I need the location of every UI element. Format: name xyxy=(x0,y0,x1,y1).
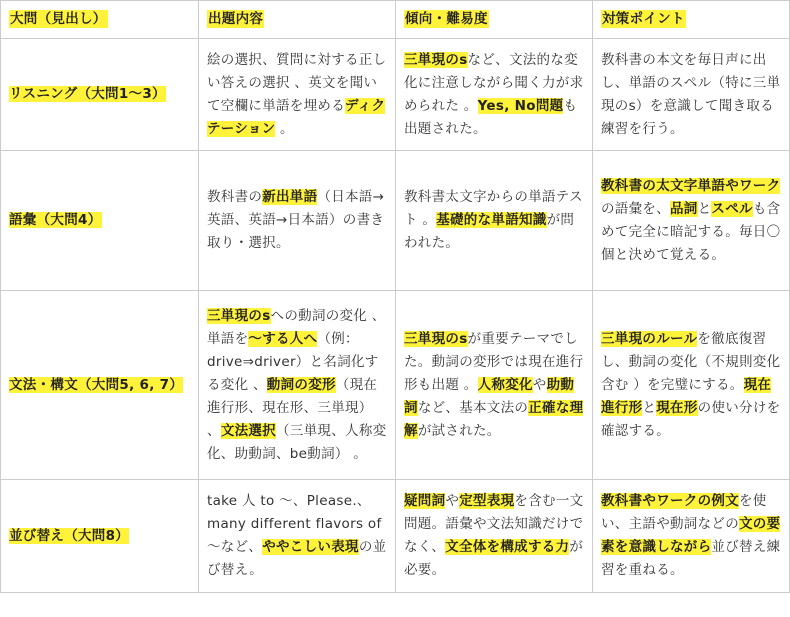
highlighted-text: 文の要素を意識しながら xyxy=(601,516,781,555)
highlighted-text: 現在進行形 xyxy=(601,376,772,416)
row-content xyxy=(199,39,396,151)
cell-text: （日本語→英語、英語→日本語）の書き取り・選択。 xyxy=(207,189,385,251)
highlighted-text: 三単現のs xyxy=(404,330,468,347)
highlighted-text: 現在形 xyxy=(656,399,698,416)
highlighted-text: 助動詞 xyxy=(404,376,575,416)
cell-text: が問われた。 xyxy=(404,212,575,251)
row-category: 文法・構文（大問5, 6, 7） xyxy=(1,291,199,480)
highlighted-text: 三単現のルール xyxy=(601,330,698,347)
row-trend xyxy=(396,151,593,291)
highlighted-text: 疑問詞 xyxy=(404,493,446,509)
cell-text: が重要テーマでした。動詞の変形では現在進行形も出題 。 xyxy=(404,330,584,393)
highlighted-text: ややこしい表現 xyxy=(262,539,359,555)
cell-text: を使い、主語や動詞などの xyxy=(601,493,767,532)
cell-text: と xyxy=(697,200,712,217)
cell-text: など、文法的な変化に注意しながら聞く力が求められた 。 xyxy=(404,51,584,114)
cell-text: の使い分けを確認する。 xyxy=(601,399,781,439)
row-strategy xyxy=(593,151,790,291)
cell-text: が必要。 xyxy=(404,539,584,578)
cell-text: や xyxy=(445,493,460,509)
highlighted-text: 人称変化 xyxy=(477,376,533,393)
cell-text: を含む一文問題。語彙や文法知識だけでなく、 xyxy=(404,493,584,555)
cell-text: 教科書の xyxy=(207,189,263,205)
row-strategy xyxy=(593,39,790,151)
header-strategy: 対策ポイント xyxy=(593,1,790,39)
cell-text: 絵の選択、質問に対する正しい答えの選択 、英文を聞いて空欄に単語を埋める xyxy=(207,51,387,114)
cell-text: 。 xyxy=(275,120,294,137)
highlighted-text: 基礎的な単語知識 xyxy=(436,212,547,228)
highlighted-text: 新出単語 xyxy=(262,189,318,205)
row-category: 語彙（大問4） xyxy=(1,151,199,291)
header-trend: 傾向・難易度 xyxy=(396,1,593,39)
cell-text: が試された。 xyxy=(417,422,501,439)
table-row xyxy=(1,39,790,151)
cell-text: への動詞の変化 、単語を xyxy=(207,307,386,347)
highlighted-text: 動詞の変形 xyxy=(266,376,336,393)
table-row xyxy=(1,480,790,593)
highlighted-text: ～する人へ xyxy=(248,330,318,347)
cell-text: 教科書太文字からの単語テスト 。 xyxy=(404,189,583,228)
cell-text: も出題された。 xyxy=(404,97,578,137)
cell-text: 教科書の本文を毎日声に出し、単語のスペル（特に三単現のs）を意識して聞き取る練習を行う。 xyxy=(601,51,781,137)
highlighted-text: Yes, No問題 xyxy=(477,97,564,114)
row-trend xyxy=(396,291,593,480)
highlighted-text: ディクテーション xyxy=(207,97,386,137)
row-strategy xyxy=(593,291,790,480)
row-strategy xyxy=(593,480,790,593)
highlighted-text: 文全体を構成する力 xyxy=(445,539,570,555)
row-trend xyxy=(396,480,593,593)
table-row xyxy=(1,151,790,291)
cell-text: を徹底復習し、動詞の変化（不規則変化含む ）を完璧にする。 xyxy=(601,330,781,393)
cell-text: と xyxy=(642,399,657,416)
table-row xyxy=(1,291,790,480)
highlighted-text: 正確な理解 xyxy=(404,399,584,439)
header-category: 大問（見出し） xyxy=(1,1,199,39)
row-category: 並び替え（大問8） xyxy=(1,480,199,593)
header-row xyxy=(1,1,790,39)
highlighted-text: スペル xyxy=(711,200,753,217)
highlighted-text: 文法選択 xyxy=(220,422,277,439)
cell-text: 並び替え練習を重ねる。 xyxy=(601,539,781,578)
cell-text: など、基本文法の xyxy=(417,399,529,416)
row-content xyxy=(199,291,396,480)
cell-text: （三単現、人称変化、助動詞、be動詞） 。 xyxy=(207,422,387,462)
row-content xyxy=(199,151,396,291)
row-category: リスニング（大問1～3） xyxy=(1,39,199,151)
cell-text: も含めて完全に暗記する。毎日〇個と決めて覚える。 xyxy=(601,200,781,263)
row-content xyxy=(199,480,396,593)
cell-text: take 人 to ～、Please.、many different flavors of ～など、 xyxy=(207,493,382,555)
cell-text: （現在進行形、現在形、三単現） 、 xyxy=(207,376,378,439)
cell-text: の語彙を、 xyxy=(601,200,670,217)
cell-text: や xyxy=(532,376,547,393)
highlighted-text: 三単現のs xyxy=(207,307,271,324)
header-content: 出題内容 xyxy=(199,1,396,39)
cell-text: （例：drive⇒driver）と名詞化する変化 、 xyxy=(207,330,379,393)
highlighted-text: 教科書の太文字単語やワーク xyxy=(601,177,781,194)
highlighted-text: 定型表現 xyxy=(459,493,515,509)
row-trend xyxy=(396,39,593,151)
highlighted-text: 教科書やワークの例文 xyxy=(601,493,739,509)
highlighted-text: 三単現のs xyxy=(404,51,468,68)
cell-text: の並び替え。 xyxy=(207,539,387,578)
highlighted-text: 品詞 xyxy=(670,200,698,217)
